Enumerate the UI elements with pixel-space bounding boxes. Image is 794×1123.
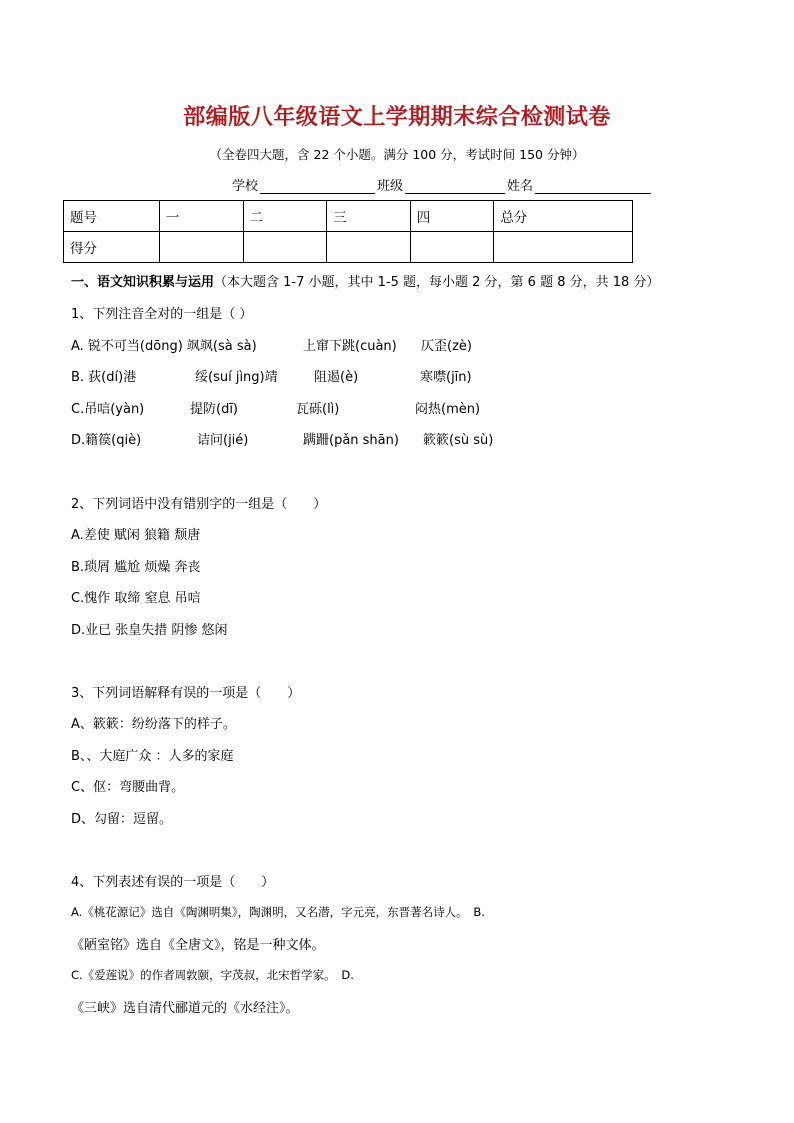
question-2-option-d: D.业已 张皇失措 阴惨 悠闲 — [71, 623, 228, 638]
question-3-option-d: D、勾留：逗留。 — [71, 812, 173, 827]
option-text: B. 荻(dí)港 — [71, 370, 137, 385]
score-row-label: 得分 — [64, 232, 160, 263]
option-text: 阻遏(è) — [314, 370, 359, 385]
score-header-cell: 总分 — [494, 201, 633, 232]
question-3-stem: 3、下列词语解释有误的一项是（ ） — [71, 686, 301, 701]
section-heading — [71, 271, 659, 290]
class-label: 班级 — [377, 179, 404, 194]
name-label: 姓名 — [507, 179, 534, 194]
student-info-line — [232, 175, 653, 194]
option-text: 仄歪(zè) — [421, 339, 472, 354]
section-note: （本大题含 1-7 小题，其中 1-5 题，每小题 2 分，第 6 题 8 分，共 18 分） — [214, 275, 660, 290]
question-4-stem: 4、下列表述有误的一项是（ ） — [71, 875, 275, 890]
option-text: 提防(dī) — [190, 402, 239, 417]
class-blank[interactable] — [405, 179, 505, 194]
section-title: 一、语文知识积累与运用 — [71, 275, 215, 290]
score-cell[interactable] — [160, 232, 244, 263]
score-header-cell: 三 — [327, 201, 411, 232]
school-blank[interactable] — [260, 179, 375, 194]
question-1-option-c — [71, 398, 480, 417]
question-1-stem: 1、下列注音全对的一组是（ ） — [71, 307, 253, 322]
question-4-line: C.《爱莲说》的作者周敦颐，字茂叔，北宋哲学家。 D. — [71, 968, 354, 982]
score-cell[interactable] — [327, 232, 411, 263]
score-header-cell: 一 — [160, 201, 244, 232]
option-text: 诘问(jié) — [197, 433, 249, 448]
option-text: 寒噤(jīn) — [420, 370, 472, 385]
score-header-cell: 二 — [243, 201, 327, 232]
school-label: 学校 — [232, 179, 259, 194]
exam-subtitle: （全卷四大题，含 22 个小题。满分 100 分，考试时间 150 分钟） — [209, 147, 585, 162]
question-1-option-d — [71, 429, 493, 448]
score-cell[interactable] — [243, 232, 327, 263]
question-2-option-a: A.差使 赋闲 狼籍 颓唐 — [71, 528, 201, 543]
question-1-option-b — [71, 366, 472, 385]
option-text: 绥(suí jìng)靖 — [195, 370, 278, 385]
option-text: 闷热(mèn) — [415, 402, 481, 417]
question-3-option-b: B、、大庭广众 ：人多的家庭 — [71, 749, 234, 764]
option-text: A. 锐不可当(dōng) 飒飒(sà sà) — [71, 339, 257, 354]
question-3-option-c: C、伛：弯腰曲背。 — [71, 780, 185, 795]
option-text: 簌簌(sù sù) — [423, 433, 494, 448]
question-4-line: 《三峡》选自清代郦道元的《水经注》。 — [71, 1001, 299, 1016]
option-text: 蹒跚(pǎn shān) — [303, 433, 399, 448]
score-header-cell: 四 — [410, 201, 494, 232]
name-blank[interactable] — [535, 179, 651, 194]
score-table-score-row — [64, 232, 633, 263]
score-header-cell: 题号 — [64, 201, 160, 232]
score-cell[interactable] — [494, 232, 633, 263]
question-3-option-a: A、簌簌：纷纷落下的样子。 — [71, 717, 236, 732]
score-table — [63, 200, 633, 263]
question-1-option-a — [71, 335, 472, 354]
option-text: 瓦砾(lì) — [296, 402, 340, 417]
option-text: 上窜下跳(cuàn) — [303, 339, 397, 354]
page-title: 部编版八年级语文上学期期末综合检测试卷 — [183, 104, 611, 130]
question-4-line: 《陋室铭》选自《全唐文》，铭是一种文体。 — [71, 938, 325, 953]
option-text: D.籍篌(qiè) — [71, 433, 142, 448]
question-2-stem: 2、下列词语中没有错别字的一组是（ ） — [71, 497, 327, 512]
score-table-header-row — [64, 201, 633, 232]
question-4-line: A.《桃花源记》选自《陶渊明集》，陶渊明，又名潜，字元亮，东晋著名诗人。 B. — [71, 905, 485, 919]
option-text: C.吊唁(yàn) — [71, 402, 145, 417]
question-2-option-c: C.愧作 取缔 窒息 吊唁 — [71, 591, 201, 606]
question-2-option-b: B.琐屑 尴尬 烦燥 奔丧 — [71, 560, 201, 575]
score-cell[interactable] — [410, 232, 494, 263]
